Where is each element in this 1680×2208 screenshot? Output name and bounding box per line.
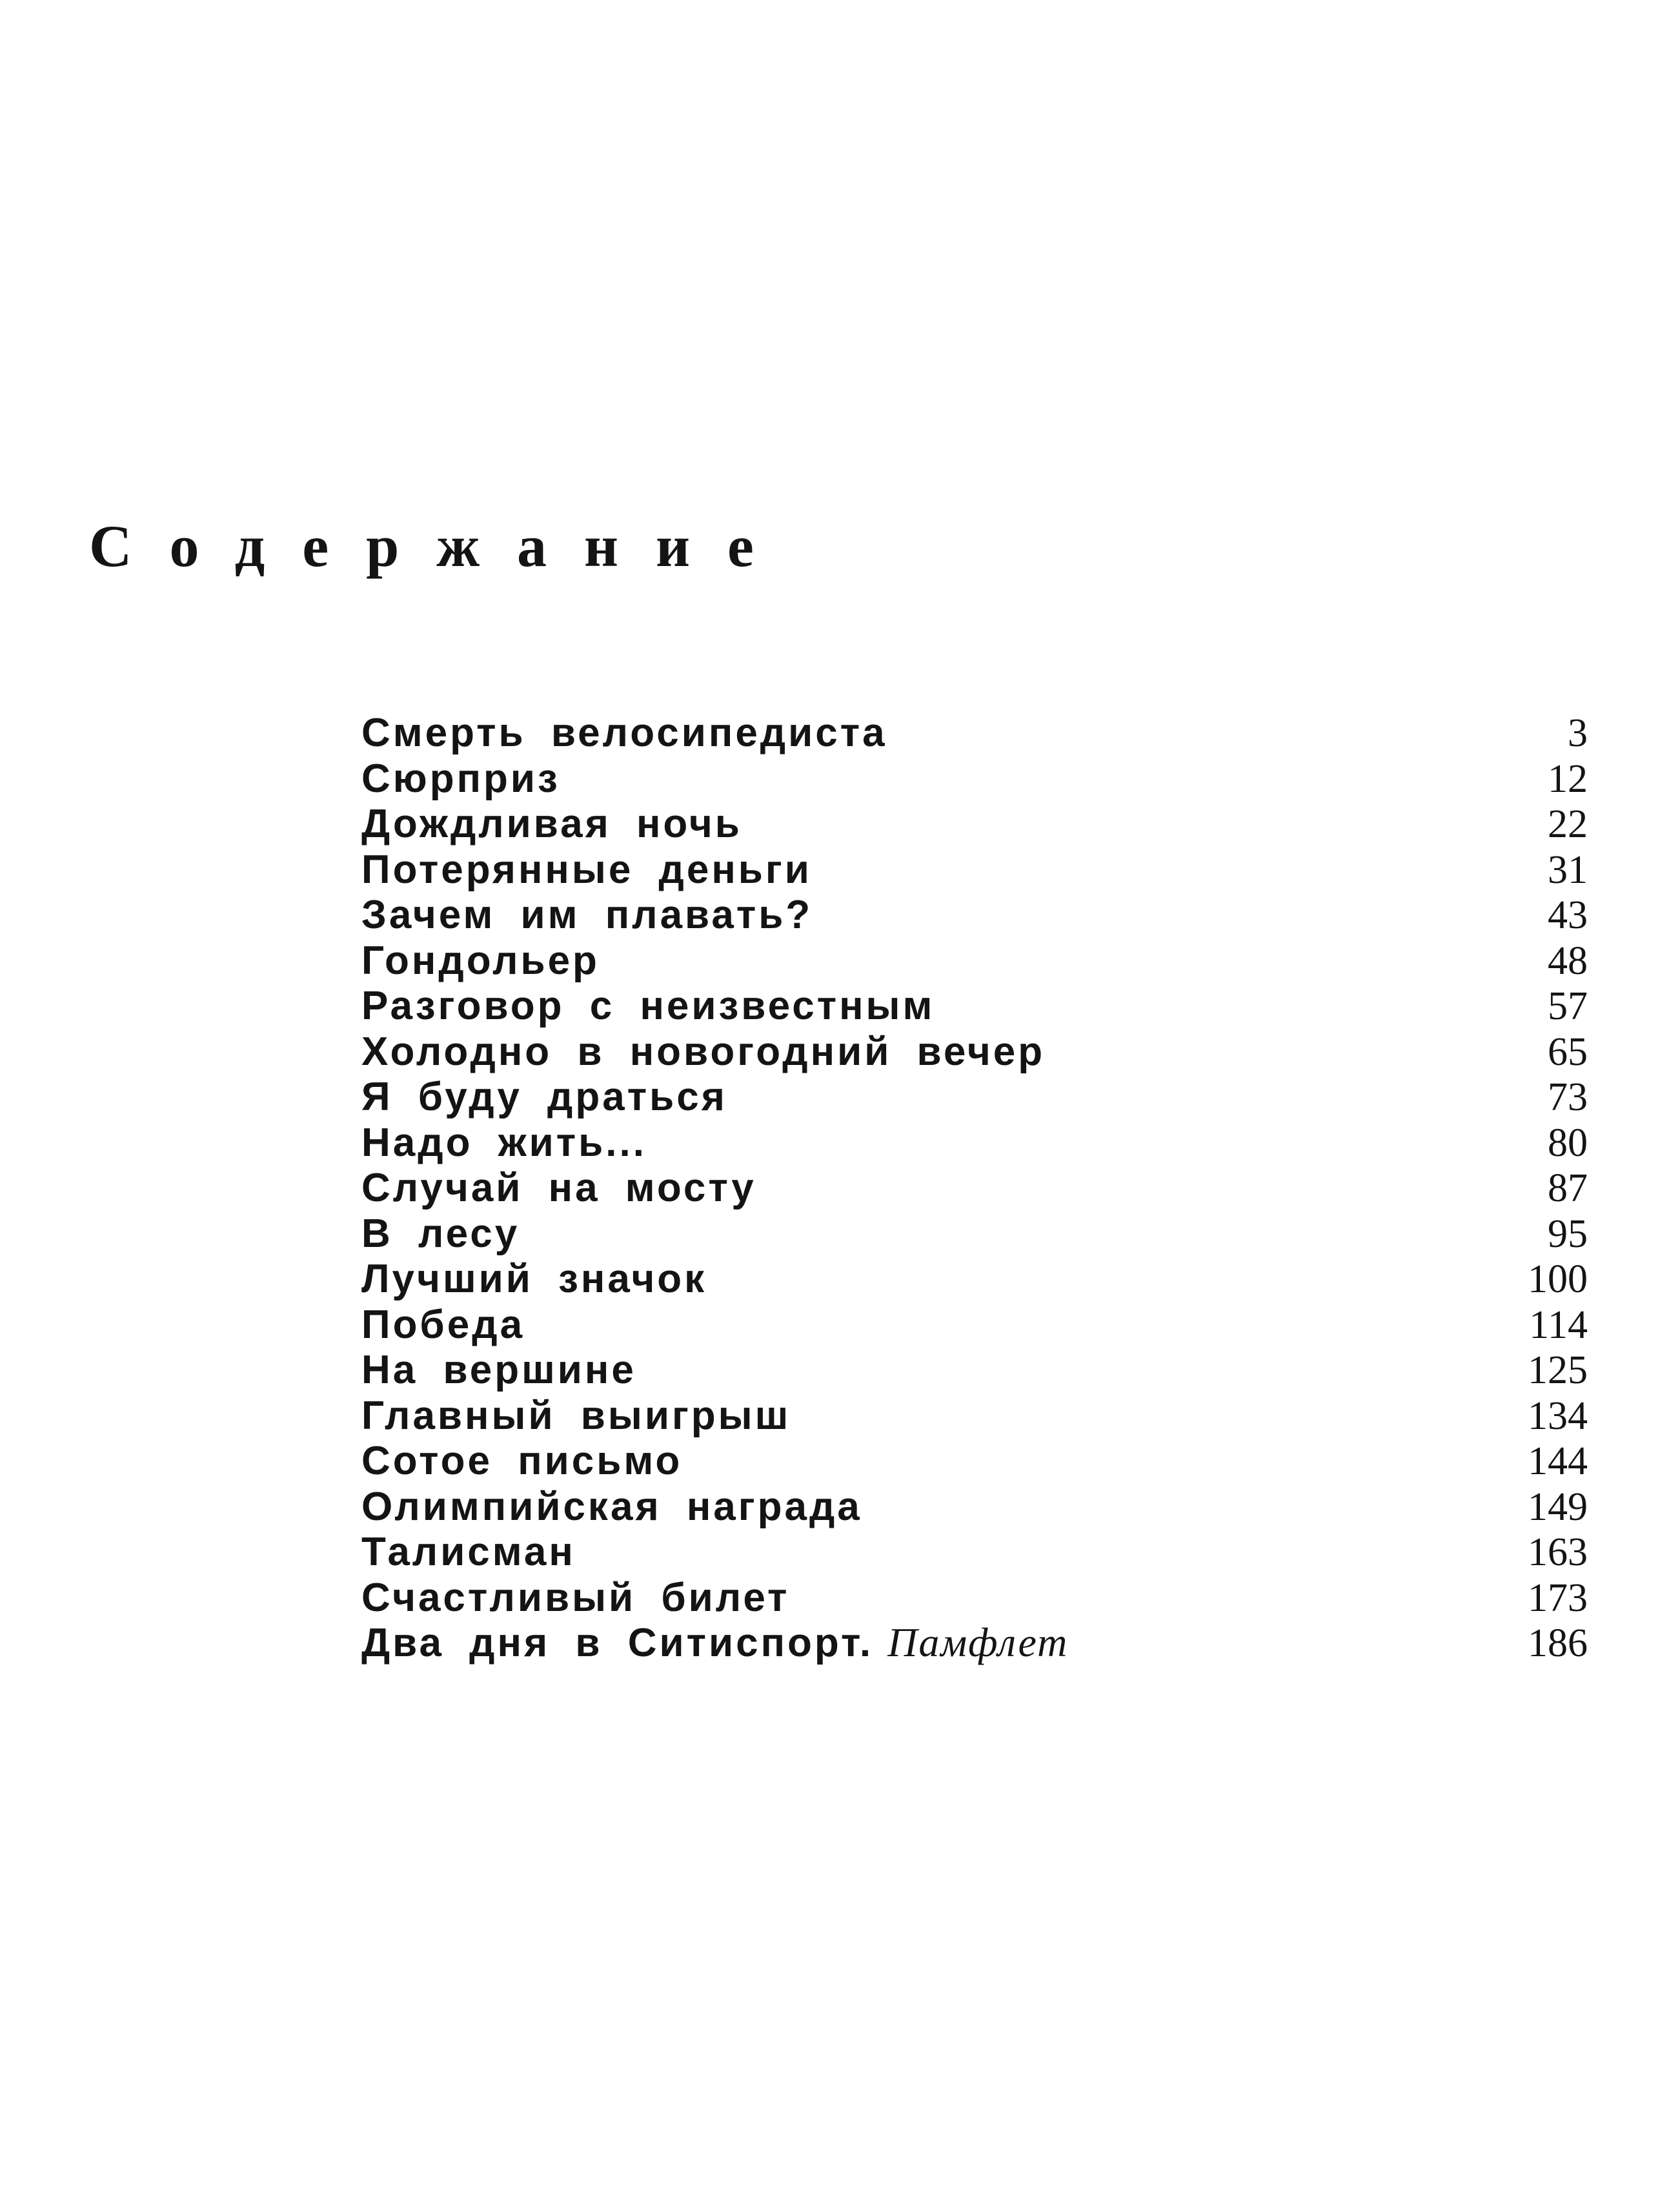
entry-page-number: 80	[1548, 1120, 1588, 1165]
toc-entry[interactable]	[361, 1256, 1588, 1302]
entry-subtitle: Памфлет	[887, 1619, 1069, 1665]
entry-title: Надо жить...	[361, 1120, 647, 1165]
entry-title: Гондольер	[361, 938, 600, 983]
toc-entry[interactable]	[361, 1529, 1588, 1575]
toc-entry[interactable]	[361, 1165, 1588, 1211]
toc-entry[interactable]	[361, 1438, 1588, 1484]
entry-title: Я буду драться	[361, 1075, 727, 1119]
entry-page-number: 48	[1548, 938, 1588, 983]
entry-page-number: 144	[1528, 1439, 1588, 1483]
entry-page-number: 3	[1568, 711, 1588, 755]
entry-page-number: 173	[1528, 1575, 1588, 1620]
entry-title: Сотое письмо	[361, 1439, 683, 1483]
toc-entry[interactable]	[361, 938, 1588, 984]
toc-entry[interactable]	[361, 1484, 1588, 1530]
entry-page-number: 31	[1548, 847, 1588, 892]
toc-entry[interactable]	[361, 983, 1588, 1029]
toc-entry[interactable]	[361, 892, 1588, 938]
entry-title-group	[361, 1620, 1068, 1677]
entry-title: Зачем им плавать?	[361, 893, 813, 937]
entry-page-number: 149	[1528, 1484, 1588, 1529]
toc-entry[interactable]	[361, 1029, 1588, 1075]
entry-page-number: 65	[1548, 1029, 1588, 1074]
entry-page-number: 22	[1548, 802, 1588, 846]
entry-title: Олимпийская награда	[361, 1484, 862, 1529]
entry-title: Главный выигрыш	[361, 1393, 791, 1438]
toc-entry[interactable]	[361, 1620, 1588, 1666]
entry-title: Смерть велосипедиста	[361, 711, 887, 755]
entry-title: Случай на мосту	[361, 1166, 756, 1210]
toc-entry[interactable]	[361, 1575, 1588, 1621]
entry-title: Разговор с неизвестным	[361, 984, 935, 1028]
entry-title: Дождливая ночь	[361, 802, 742, 846]
entry-title: На вершине	[361, 1348, 636, 1392]
toc-entry[interactable]	[361, 710, 1588, 756]
entry-page-number: 163	[1528, 1530, 1588, 1574]
toc-heading: Содержание	[89, 513, 791, 579]
entry-page-number: 95	[1548, 1211, 1588, 1256]
entry-title: Победа	[361, 1302, 525, 1347]
toc-entry[interactable]	[361, 1393, 1588, 1439]
toc-entry[interactable]	[361, 756, 1588, 802]
entry-page-number: 73	[1548, 1075, 1588, 1119]
entry-page-number: 87	[1548, 1166, 1588, 1210]
entry-title: В лесу	[361, 1211, 520, 1256]
entry-page-number: 100	[1528, 1257, 1588, 1301]
entry-title: Сюрприз	[361, 756, 560, 801]
entry-title: Потерянные деньги	[361, 847, 812, 892]
toc-entry[interactable]	[361, 1347, 1588, 1393]
entry-title: Два дня в Ситиспорт.	[361, 1621, 874, 1665]
entry-title: Счастливый билет	[361, 1575, 790, 1620]
entry-page-number: 134	[1528, 1393, 1588, 1438]
toc-entry[interactable]	[361, 1120, 1588, 1166]
entry-page-number: 125	[1528, 1348, 1588, 1392]
entry-page-number: 114	[1529, 1302, 1588, 1347]
toc-entry[interactable]	[361, 847, 1588, 893]
entry-page-number: 57	[1548, 984, 1588, 1028]
entry-title: Талисман	[361, 1530, 576, 1574]
toc-entry[interactable]	[361, 801, 1588, 847]
entry-page-number: 12	[1548, 756, 1588, 801]
entry-title: Лучший значок	[361, 1257, 707, 1301]
toc-list	[361, 710, 1588, 1666]
entry-page-number: 43	[1548, 893, 1588, 937]
entry-title: Холодно в новогодний вечер	[361, 1029, 1046, 1074]
entry-page-number: 186	[1528, 1621, 1588, 1665]
